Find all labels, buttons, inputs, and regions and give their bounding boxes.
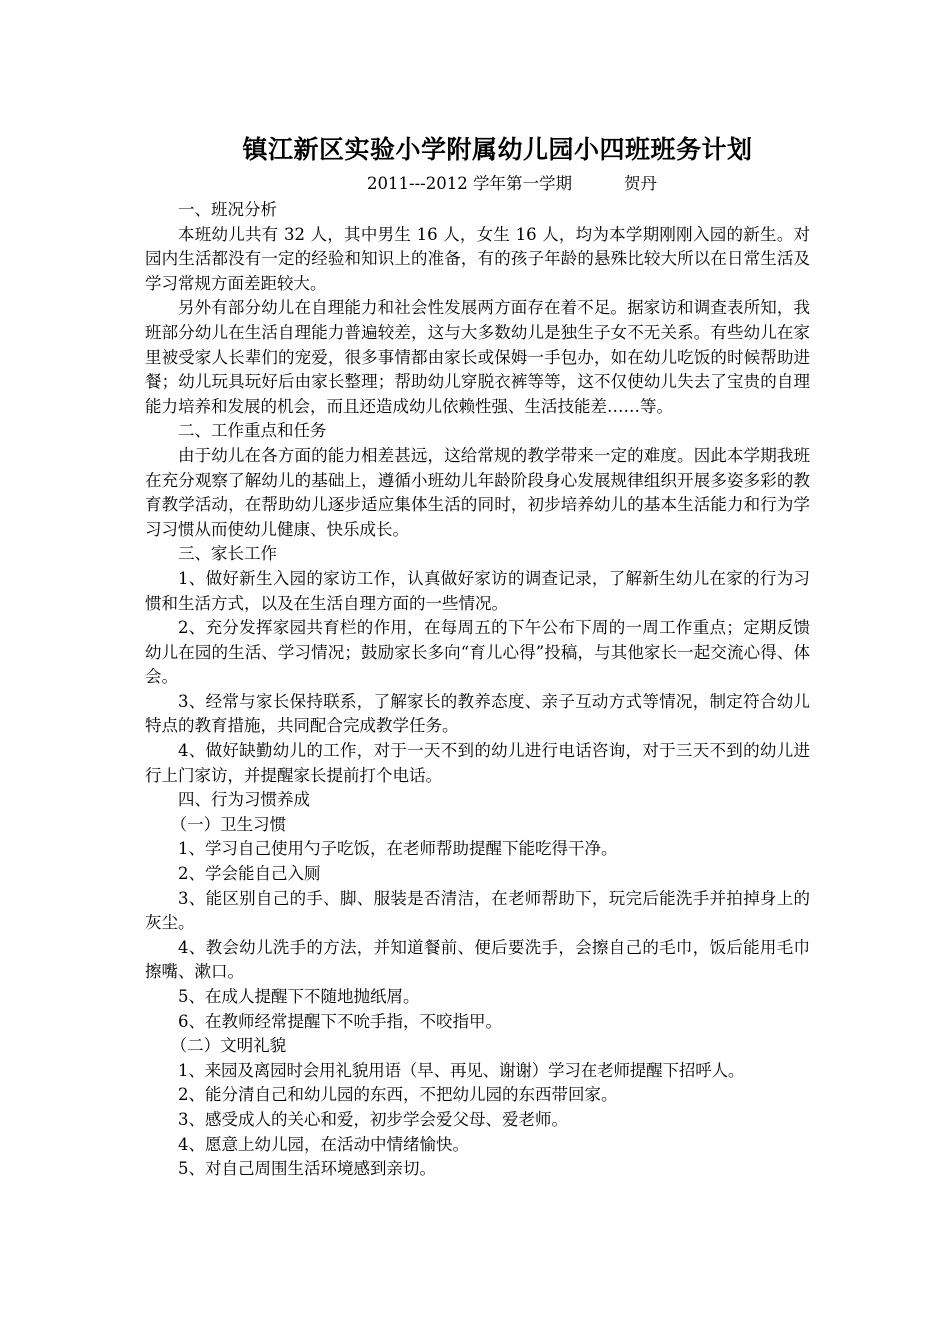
list-item-parent-4: 4、做好缺勤幼儿的工作，对于一天不到的幼儿进行电话咨询，对于三天不到的幼儿进行上门家访，并提醒家长提前打个电话。 <box>145 741 810 785</box>
section-heading-habits: 四、行为习惯养成 <box>178 790 310 810</box>
document-title: 镇江新区实验小学附属幼儿园小四班班务计划 <box>242 135 753 164</box>
subsection-heading-hygiene: （一）卫生习惯 <box>170 814 287 834</box>
list-item-hygiene-6: 6、在教师经常提醒下不吮手指，不咬指甲。 <box>178 1011 502 1031</box>
document-page <box>145 130 810 1182</box>
section-heading-parent-work: 三、家长工作 <box>178 544 277 564</box>
list-item-manners-5: 5、对自己周围生活环境感到亲切。 <box>178 1159 436 1179</box>
term-label: 2011---2012 学年第一学期 <box>367 174 572 193</box>
list-item-hygiene-2: 2、学会能自己入厕 <box>178 864 321 884</box>
paragraph-self-care-analysis: 另外有部分幼儿在自理能力和社会性发展两方面存在着不足。据家访和调查表所知，我班部分幼儿在生活自理能力普遍较差，这与大多数幼儿是独生子女不无关系。有些幼儿在家里被受家人长辈们的宠爱，很多事情都由家长或保姆一手包办，如在幼儿吃饭的时候帮助进餐；幼儿玩具玩好后由家长整理；帮助幼儿穿脱衣裤等等，这不仅使幼儿失去了宝贵的自理能力培养和发展的机会，而且还造成幼儿依赖性强、生活技能差……等。 <box>145 298 810 416</box>
paragraph-class-overview: 本班幼儿共有 32 人，其中男生 16 人，女生 16 人，均为本学期刚刚入园的新生。对园内生活都没有一定的经验和知识上的准备，有的孩子年龄的悬殊比较大所以在日常生活及学习常规方面差距较大。 <box>145 224 810 293</box>
author-name: 贺丹 <box>623 174 657 193</box>
list-item-hygiene-5: 5、在成人提醒下不随地抛纸屑。 <box>178 987 420 1006</box>
list-item-parent-3: 3、经常与家长保持联系，了解家长的教养态度、亲子互动方式等情况，制定符合幼儿特点的教育措施，共同配合完成教学任务。 <box>145 691 810 736</box>
subsection-heading-manners: （二）文明礼貌 <box>170 1036 287 1056</box>
list-item-hygiene-3: 3、能区别自己的手、脚、服装是否清洁，在老师帮助下，玩完后能洗手并拍掉身上的灰尘。 <box>145 888 810 933</box>
list-item-hygiene-1: 1、学习自己使用勺子吃饭，在老师帮助提醒下能吃得干净。 <box>178 839 618 859</box>
list-item-parent-1: 1、做好新生入园的家访工作，认真做好家访的调查记录，了解新生幼儿在家的行为习惯和生活方式，以及在生活自理方面的一些情况。 <box>145 568 810 613</box>
list-item-hygiene-4: 4、教会幼儿洗手的方法，并知道餐前、便后要洗手，会擦自己的毛巾，饭后能用毛巾擦嘴、漱口。 <box>145 937 810 982</box>
list-item-manners-2: 2、能分清自己和幼儿园的东西，不把幼儿园的东西带回家。 <box>178 1085 618 1105</box>
list-item-parent-2: 2、充分发挥家园共育栏的作用，在每周五的下午公布下周的一周工作重点；定期反馈幼儿在园的生活、学习情况；鼓励家长多向“育儿心得”投稿，与其他家长一起交流心得、体会。 <box>145 618 810 687</box>
list-item-manners-1: 1、来园及离园时会用礼貌用语（早、再见、谢谢）学习在老师提醒下招呼人。 <box>178 1060 745 1080</box>
section-heading-work-focus: 二、工作重点和任务 <box>178 421 327 441</box>
list-item-manners-4: 4、愿意上幼儿园，在活动中情绪愉快。 <box>178 1134 469 1154</box>
document-subtitle <box>145 170 810 198</box>
paragraph-work-focus: 由于幼儿在各方面的能力相差甚远，这给常规的教学带来一定的难度。因此本学期我班在充分观察了解幼儿的基础上，遵循小班幼儿年龄阶段身心发展规律组织开展多姿多彩的教育教学活动，在帮助幼儿逐步适应集体生活的同时，初步培养幼儿的基本生活能力和行为学习习惯从而使幼儿健康、快乐成长。 <box>145 445 810 539</box>
section-heading-class-analysis: 一、班况分析 <box>178 200 277 219</box>
list-item-manners-3: 3、感受成人的关心和爱，初步学会爱父母、爱老师。 <box>178 1109 568 1129</box>
